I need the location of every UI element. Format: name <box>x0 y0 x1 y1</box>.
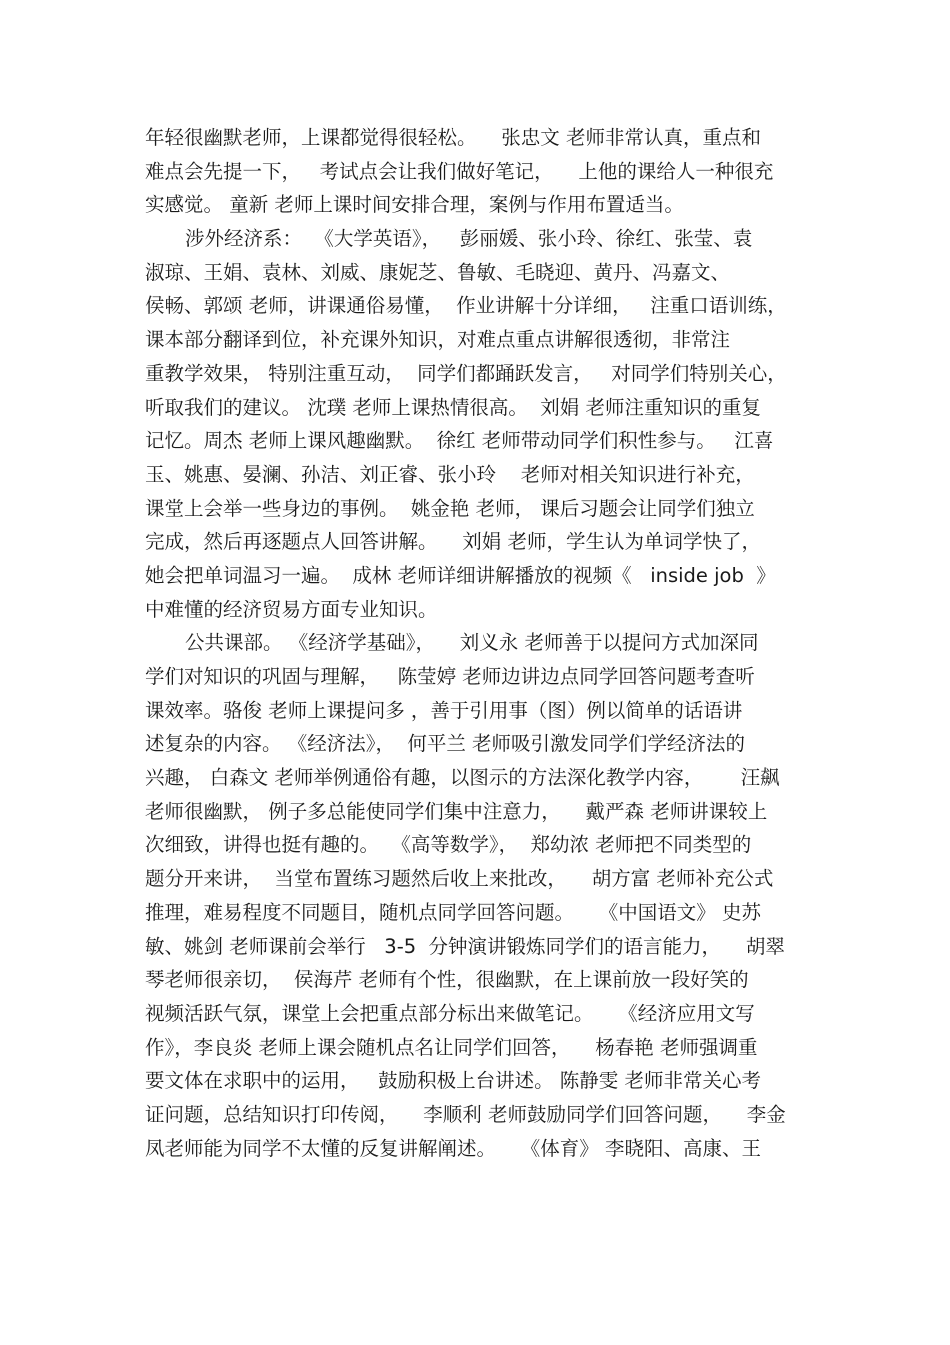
text-line: 老师很幽默， 例子多总能使同学们集中注意力， 戴严森 老师讲课较上 <box>145 799 768 823</box>
paragraph-first-line: 公共课部。 《经济学基础》， 刘义永 老师善于以提问方式加深同 <box>185 631 759 655</box>
text-line: 视频活跃气氛，课堂上会把重点部分标出来做笔记。 《经济应用文写 <box>145 1001 755 1025</box>
text-line: 记忆。周杰 老师上课风趣幽默。 徐红 老师带动同学们积性参与。 江喜 <box>145 429 774 453</box>
text-line: 重教学效果， 特别注重互动， 同学们都踊跃发言， 对同学们特别关心， <box>145 361 787 385</box>
text-line: 课本部分翻译到位，补充课外知识，对难点重点讲解很透彻，非常注 <box>145 328 731 352</box>
text-line: 淑琼、王娟、袁林、刘威、康妮芝、鲁敏、毛晓迎、黄丹、冯嘉文、 <box>145 260 731 284</box>
text-line: 侯畅、郭颂 老师，讲课通俗易懂， 作业讲解十分详细， 注重口语训练， <box>145 294 787 318</box>
text-line: 琴老师很亲切， 侯海芹 老师有个性，很幽默，在上课前放一段好笑的 <box>145 968 749 992</box>
text-line: 实感觉。 童新 老师上课时间安排合理，案例与作用布置适当。 <box>145 193 684 217</box>
text-line: 听取我们的建议。 沈璞 老师上课热情很高。 刘娟 老师注重知识的重复 <box>145 395 761 419</box>
text-line: 课堂上会举一些身边的事例。 姚金艳 老师， 课后习题会让同学们独立 <box>145 496 755 520</box>
text-line: 作》，李良炎 老师上课会随机点名让同学们回答， 杨春艳 老师强调重 <box>145 1035 758 1059</box>
text-line: 中难懂的经济贸易方面专业知识。 <box>145 597 438 621</box>
text-line: 敏、姚剑 老师课前会举行 3-5 分钟演讲锻炼同学们的语言能力， 胡翠 <box>145 934 785 958</box>
body-text <box>145 121 835 1165</box>
text-line: 题分开来讲， 当堂布置练习题然后收上来批改， 胡方富 老师补充公式 <box>145 867 774 891</box>
paragraph-first-line: 涉外经济系： 《大学英语》， 彭丽媛、张小玲、徐红、张莹、袁 <box>185 227 753 251</box>
text-line: 证问题，总结知识打印传阅， 李顺利 老师鼓励同学们回答问题， 李金 <box>145 1102 786 1126</box>
text-line: 学们对知识的巩固与理解， 陈莹婷 老师边讲边点同学回答问题考查听 <box>145 665 755 688</box>
text-line: 玉、姚惠、晏澜、孙洁、刘正睿、张小玲 老师对相关知识进行补充， <box>145 462 755 486</box>
text-line: 次细致，讲得也挺有趣的。 《高等数学》， 郑幼浓 老师把不同类型的 <box>145 833 752 857</box>
text-line: 凤老师能为同学不太懂的反复讲解阐述。 《体育》 李晓阳、高康、王 <box>145 1136 761 1160</box>
text-line: 推理，难易程度不同题目，随机点同学回答问题。 《中国语文》 史苏 <box>145 900 761 924</box>
text-line: 述复杂的内容。 《经济法》， 何平兰 老师吸引激发同学们学经济法的 <box>145 732 746 756</box>
text-line: 要文体在求职中的运用， 鼓励积极上台讲述。 陈静雯 老师非常关心考 <box>145 1069 761 1093</box>
text-line: 她会把单词温习一遍。 成林 老师详细讲解播放的视频《 inside job 》 <box>145 563 776 587</box>
text-line: 课效率。骆俊 老师上课提问多 ，善于引用事（图）例以简单的话语讲 <box>145 698 743 722</box>
text-line: 难点会先提一下， 考试点会让我们做好笔记， 上他的课给人一种很充 <box>145 159 774 183</box>
text-line: 完成，然后再逐题点人回答讲解。 刘娟 老师，学生认为单词学快了， <box>145 530 761 554</box>
text-line: 年轻很幽默老师，上课都觉得很轻松。 张忠文 老师非常认真，重点和 <box>145 126 761 149</box>
text-line: 兴趣， 白森文 老师举例通俗有趣，以图示的方法深化教学内容， 汪飙 <box>145 766 780 790</box>
